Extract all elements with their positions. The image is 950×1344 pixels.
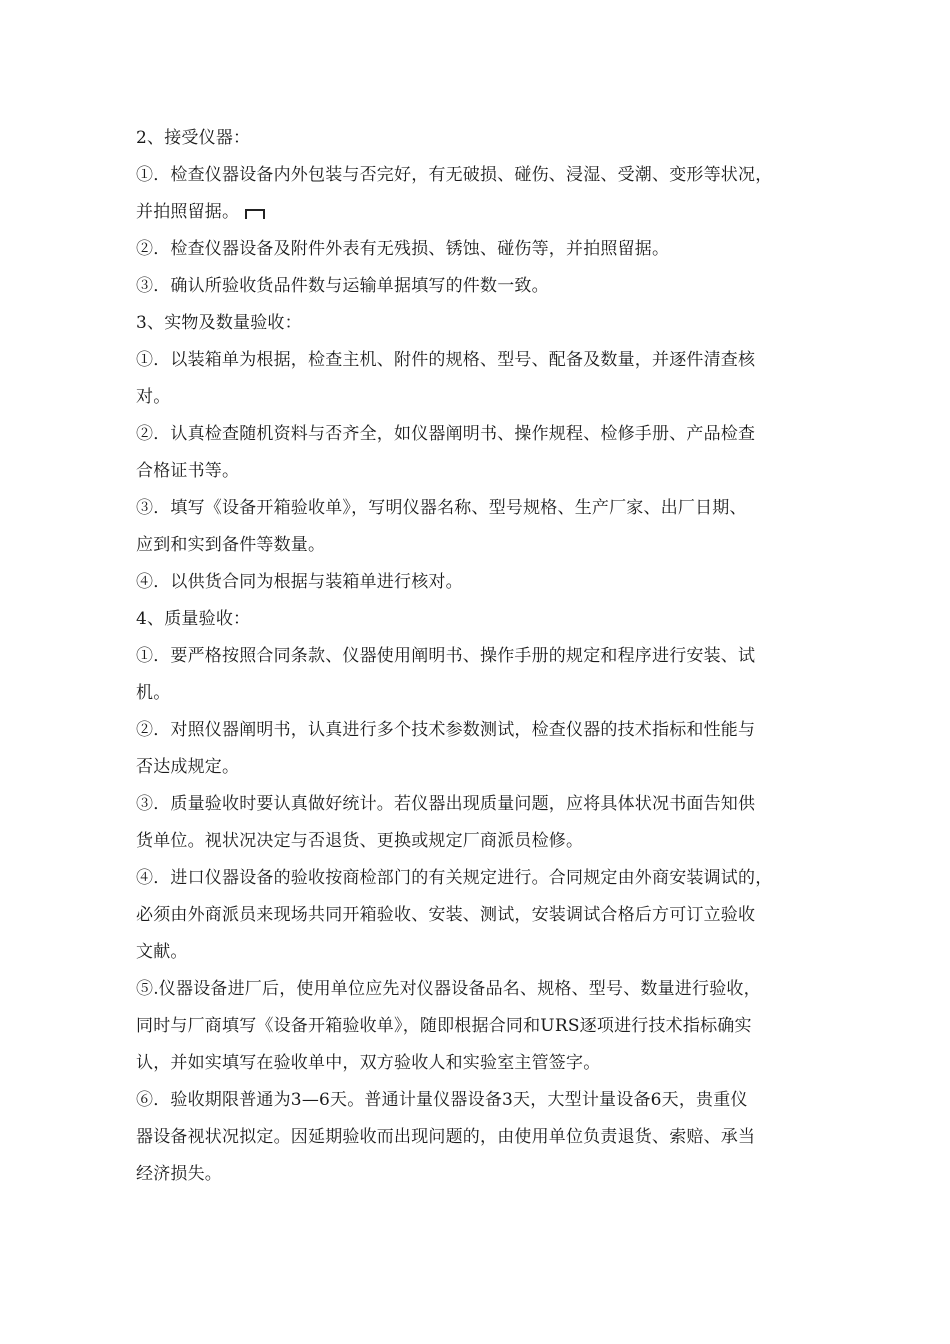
text-line: 同时与厂商填写《设备开箱验收单》，随即根据合同和URS逐项进行技术指标确实 xyxy=(136,1016,752,1036)
text-line: ③．填写《设备开箱验收单》，写明仪器名称、型号规格、生产厂家、出厂日期、 xyxy=(136,498,747,518)
text-line: ③．质量验收时要认真做好统计。若仪器出现质量问题，应将具体状况书面告知供 xyxy=(136,794,756,814)
text-line: ②．对照仪器阐明书，认真进行多个技术参数测试，检查仪器的技术指标和性能与 xyxy=(136,720,756,740)
text-line: 文献。 xyxy=(136,942,188,962)
text-line: 认，并如实填写在验收单中，双方验收人和实验室主管签字。 xyxy=(136,1053,601,1073)
text-line: 经济损失。 xyxy=(136,1164,222,1184)
text-line: ④．以供货合同为根据与装箱单进行核对。 xyxy=(136,572,463,592)
section-heading-receive: 2、接受仪器： xyxy=(136,128,251,148)
text-line: 器设备视状况拟定。因延期验收而出现问题的，由使用单位负责退货、索赔、承当 xyxy=(136,1127,756,1147)
text-line: 机。 xyxy=(136,683,171,703)
text-line: ④．进口仪器设备的验收按商检部门的有关规定进行。合同规定由外商安装调试的， xyxy=(136,868,773,888)
text-line: 货单位。视状况决定与否退货、更换或规定厂商派员检修。 xyxy=(136,831,584,851)
text-line: ①．检查仪器设备内外包装与否完好，有无破损、碰伤、浸湿、受潮、变形等状况， xyxy=(136,165,773,185)
text-line: ②．认真检查随机资料与否齐全，如仪器阐明书、操作规程、检修手册、产品检查 xyxy=(136,424,756,444)
section-heading-quality: 4、质量验收： xyxy=(136,609,251,629)
text-line: ⑥．验收期限普通为3—6天。普通计量仪器设备3天，大型计量设备6天，贵重仪 xyxy=(136,1090,748,1110)
text-line: 必须由外商派员来现场共同开箱验收、安装、测试，安装调试合格后方可订立验收 xyxy=(136,905,756,925)
text-line: 应到和实到备件等数量。 xyxy=(136,535,326,555)
text-line: ③．确认所验收货品件数与运输单据填写的件数一致。 xyxy=(136,276,549,296)
text-segment: 并拍照留据。 xyxy=(136,202,240,222)
text-line: 否达成规定。 xyxy=(136,757,240,777)
section-heading-quantity: 3、实物及数量验收： xyxy=(136,313,302,333)
text-line: ①．以装箱单为根据，检查主机、附件的规格、型号、配备及数量，并逐件清查核 xyxy=(136,350,756,370)
text-line: ②．检查仪器设备及附件外表有无残损、锈蚀、碰伤等，并拍照留据。 xyxy=(136,239,670,259)
document-body xyxy=(136,120,836,1193)
text-line: 对。 xyxy=(136,387,171,407)
text-line: ①．要严格按照合同条款、仪器使用阐明书、操作手册的规定和程序进行安装、试 xyxy=(136,646,756,666)
bracket-mark-icon xyxy=(245,209,265,219)
text-line: ⑤.仪器设备进厂后，使用单位应先对仪器设备品名、规格、型号、数量进行验收， xyxy=(136,979,761,999)
text-line-with-mark xyxy=(136,194,836,231)
text-line: 合格证书等。 xyxy=(136,461,240,481)
